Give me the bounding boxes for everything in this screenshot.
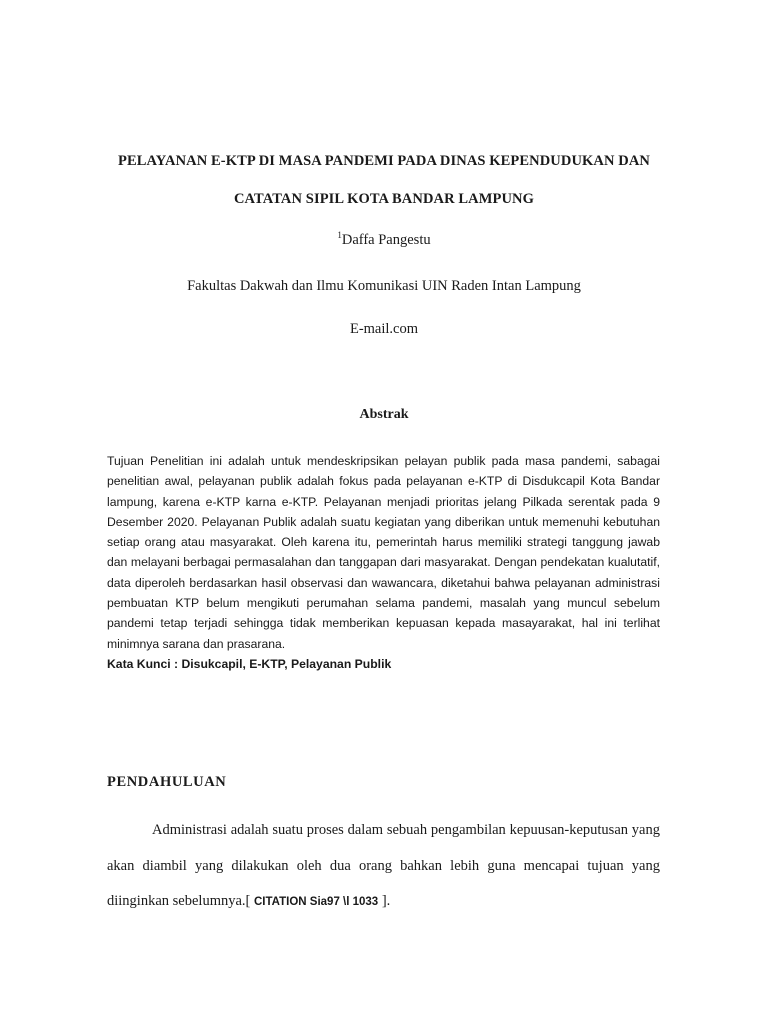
title-line-1: PELAYANAN E-KTP DI MASA PANDEMI PADA DINAS KEPENDUDUKAN DAN (118, 153, 650, 169)
abstract-body: Tujuan Penelitian ini adalah untuk mendeskripsikan pelayan publik pada masa pandemi, sabagai penelitian awal, pelayanan publik adalah fokus pada pelayanan e-KTP di Disdukcapil Kota Bandar lampung, karena e-KTP karna e-KTP. Pelayanan menjadi prioritas jelang Pilkada serentak pada 9 Desember 2020. Pelayanan Publik adalah suatu kegiatan yang diberikan untuk memenuhi kebutuhan setiap orang atau masyarakat. Oleh karena itu, pemerintah harus memiliki strategi tanggung jawab dan melayani berbagai permasalahan dan tanggapan dari masyarakat. Dengan pendekatan kualutatif, data diperoleh berdasarkan hasil observasi dan wawancara, diketahui bahwa pelayanan administrasi pembuatan KTP belum mengikuti perumahan selama pandemi, masalah yang muncul sebelum pandemi tetap terjadi sehingga tidak memberikan kepuasan kepada masayarakat, hal ini terlihat minimnya sarana dan prasarana. (107, 454, 660, 651)
keywords: Kata Kunci : Disukcapil, E-KTP, Pelayanan Publik (107, 657, 392, 671)
title-line-2: CATATAN SIPIL KOTA BANDAR LAMPUNG (233, 191, 535, 207)
citation-field: CITATION Sia97 \l 1033 (254, 896, 379, 908)
citation-close: ]. (381, 893, 391, 909)
citation-open: [ (245, 893, 251, 909)
author-superscript: 1 (337, 230, 342, 240)
email: E-mail.com (349, 321, 419, 337)
intro-paragraph-text: Administrasi adalah suatu proses dalam sebuah pengambilan kepuusan-keputusan yang akan diambil yang dilakukan oleh dua orang bahkan lebih guna mencapai tujuan yang diinginkan sebelumnya. (107, 822, 660, 909)
intro-paragraph (107, 813, 660, 921)
author-line (0, 232, 768, 249)
section-heading: PENDAHULUAN (107, 774, 227, 790)
author-name: Daffa Pangestu (341, 232, 431, 248)
abstract-heading: Abstrak (359, 407, 409, 422)
affiliation: Fakultas Dakwah dan Ilmu Komunikasi UIN Raden Intan Lampung (187, 278, 581, 294)
